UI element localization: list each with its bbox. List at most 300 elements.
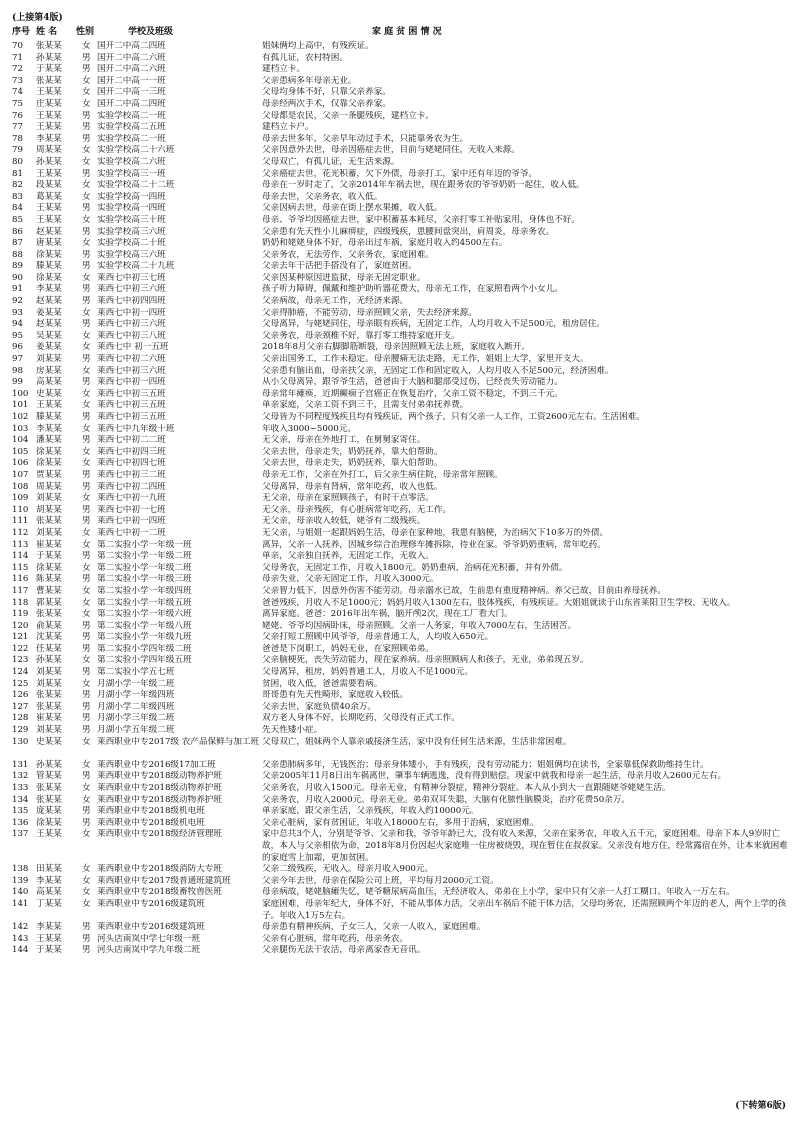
student-gender: 男 [82,261,91,272]
student-name: 李某某 [36,922,62,933]
student-list [10,41,790,957]
student-name: 刘某某 [36,493,62,504]
row-number: 114 [12,551,29,562]
student-gender: 男 [82,168,91,179]
student-gender: 男 [82,203,91,214]
student-gender: 男 [82,481,91,492]
family-situation: 父亲出国务工，工作未稳定。母亲腰痛无法走路，无工作，姐姐上大学，家里开支大。 [262,354,589,365]
row-number: 80 [12,156,23,167]
table-row [10,760,790,772]
row-number: 119 [12,609,29,620]
family-situation: 父亲因意外去世，母亲因癌症去世，目前与姥姥同住，无收入来源。 [262,145,520,156]
school-class: 莱西七中初四七班 [97,458,166,469]
table-row [10,934,790,946]
family-situation: 有孤儿证，农村特困。 [262,52,348,63]
student-name: 沈某某 [36,632,62,643]
family-situation: 父亲去年干活把手搭没有了，家庭贫困。 [262,261,417,272]
school-class: 第二实验小学一年级二班 [97,551,192,562]
student-name: 赵某某 [36,296,62,307]
row-number: 124 [12,667,29,678]
student-name: 李某某 [36,875,62,886]
family-situation: 单亲家庭，父亲工资不到三千，且需支付弟弟抚养费。 [262,400,469,411]
school-class: 莱西七中初三五班 [97,412,166,422]
student-name: 王某某 [36,122,62,133]
row-number: 88 [12,249,23,260]
school-class: 莱西七中初一四班 [97,307,166,318]
row-number: 87 [12,238,23,249]
family-situation: 父亲心脏病，家有贫困证，年收入18000左右，多用于治病，家庭困难。 [262,817,539,828]
family-situation: 无父亲，母亲在外地打工，在舅舅家寄住。 [262,435,426,446]
row-number: 130 [12,736,29,747]
row-number: 94 [12,319,23,330]
school-class: 莱西七中初四三班 [97,446,166,457]
school-class: 月湖小学二年级四班 [97,701,175,712]
student-gender: 女 [82,98,91,109]
family-situation: 父母离异，与姥姥同住，母亲眼有疾病，无固定工作，人均月收入不足500元，租房居住。 [262,319,605,330]
table-row [10,458,790,470]
row-number: 107 [12,469,29,480]
row-number: 93 [12,307,23,318]
student-name: 徐某某 [36,249,62,260]
table-row [10,192,790,204]
table-row [10,331,790,343]
table-row [10,505,790,517]
student-gender: 女 [82,307,91,318]
student-gender: 男 [82,504,91,515]
row-number: 122 [12,643,29,654]
student-name: 孙某某 [36,52,62,63]
table-row [10,111,790,123]
school-class: 第二实验小学一年级四班 [97,585,192,596]
student-gender: 女 [82,609,91,620]
family-situation: 先天性矮小症。 [262,725,323,736]
student-name: 孙某某 [36,655,62,666]
student-name: 崔某某 [36,539,62,550]
school-class: 实验学校高二五班 [97,122,166,133]
family-situation: 爸爸是下岗职工，妈妈无业，在家照顾弟弟。 [262,643,434,654]
family-situation: 母亲常年瘫痪，近期癫痫子宫癌正在恢复治疗，父亲工资不稳定，不到三千元。 [262,388,563,399]
student-gender: 女 [82,214,91,225]
student-gender: 男 [82,516,91,527]
table-row [10,598,790,610]
table-row [10,655,790,667]
school-class: 实验学校高二十班 [97,238,166,249]
row-number: 137 [12,829,29,840]
school-class: 实验学校高二一班 [97,110,166,121]
student-name: 管某某 [36,771,62,782]
row-number: 120 [12,620,29,631]
student-name: 徐某某 [36,458,62,469]
table-row [10,667,790,679]
table-row [10,690,790,702]
school-class: 第二实验小学一年级六班 [97,609,192,620]
family-situation: 父亲患病多年母亲无业。 [262,75,357,86]
row-number: 102 [12,412,29,422]
school-class: 实验学校高一四班 [97,203,166,214]
family-situation: 单亲，父亲独自抚养，无固定工作，无收入。 [262,551,434,562]
student-gender: 男 [82,806,91,817]
family-situation: 母亲去世多年，父亲早年动过手术，只能靠务农为生。 [262,133,469,144]
school-class: 莱西七中 初一五班 [97,342,169,353]
table-row [10,829,790,864]
student-name: 任某某 [36,643,62,654]
student-gender: 男 [82,354,91,365]
student-name: 房某某 [36,365,62,376]
header-situation: 家 庭 贫 困 情 况 [372,27,442,37]
row-number: 126 [12,690,29,701]
student-name: 刘某某 [36,354,62,365]
student-gender: 男 [82,643,91,654]
row-number: 128 [12,713,29,724]
student-name: 徐某某 [36,817,62,828]
table-row [10,319,790,331]
student-name: 张某某 [36,609,62,620]
school-class: 莱西七中初三六班 [97,319,166,330]
student-gender: 女 [82,829,91,840]
school-class: 国开二中高二六班 [97,52,166,63]
row-number: 105 [12,446,29,457]
family-situation: 2018年8月父亲右脚脚筋断裂，母亲因照顾无法上班，家庭收入断开。 [262,342,530,353]
student-gender: 男 [82,690,91,701]
school-class: 莱西七中初三六班 [97,284,166,295]
school-class: 月湖小学一年级四班 [97,690,175,701]
row-number: 77 [12,122,23,133]
table-row [10,76,790,88]
student-name: 姜某某 [36,307,62,318]
family-situation: 父母双亡，有孤儿证，无生活来源。 [262,156,400,167]
student-name: 高某某 [36,377,62,388]
row-number: 91 [12,284,23,295]
row-number: 101 [12,400,29,411]
school-class: 实验学校高二十九班 [97,261,175,272]
student-name: 史某某 [36,388,62,399]
table-row [10,238,790,250]
table-row [10,157,790,169]
school-class: 莱西职业中专2018级机电班 [97,817,205,828]
student-name: 孙某某 [36,156,62,167]
family-situation: 年收入3000~5000元。 [262,423,356,434]
table-row [10,644,790,656]
student-name: 刘某某 [36,678,62,689]
school-class: 月湖小学三年级二班 [97,713,175,724]
student-gender: 男 [82,551,91,562]
row-number: 70 [12,41,23,51]
school-class: 莱西职业中专2016级17加工班 [97,759,216,770]
row-number: 118 [12,597,29,608]
row-number: 82 [12,180,23,191]
table-row [10,447,790,459]
table-row [10,377,790,389]
row-number: 106 [12,458,29,469]
row-number: 131 [12,759,29,770]
row-number: 115 [12,562,29,573]
school-class: 河头店南岚中学九年级二班 [97,945,201,956]
family-situation: 母亲患有精神疾病，子女三人，父亲一人收入，家庭困难。 [262,922,486,933]
family-situation: 父亲务农，月收入1500元。母亲无业，有精神分裂症，精神分裂症。本人从小到大一直跟随姥爷姥姥生活。 [262,783,671,793]
row-number: 134 [12,794,29,805]
row-number: 95 [12,330,23,341]
school-class: 河头店南岚中学七年级一班 [97,933,201,944]
table-row [10,470,790,482]
school-class: 实验学校高三六班 [97,226,166,237]
row-number: 75 [12,98,23,109]
student-gender: 女 [82,898,91,909]
family-situation: 单亲家庭，跟父亲生活，父亲残疾，年收入约10000元。 [262,806,479,817]
family-situation: 无父亲，与姐姐一起跟妈妈生活，母亲在家种地，我患有脑梗，为治病欠下10多万的外债。 [262,527,609,538]
table-row [10,203,790,215]
student-gender: 男 [82,110,91,121]
table-row [10,261,790,273]
table-row [10,273,790,285]
student-name: 王某某 [36,933,62,944]
family-situation: 父亲有心脏病，常年吃药，母亲务农。 [262,933,409,944]
student-gender: 女 [82,597,91,608]
student-name: 吴某某 [36,330,62,341]
row-number: 121 [12,632,29,643]
row-number: 109 [12,493,29,504]
student-name: 徐某某 [36,272,62,283]
school-class: 莱西七中九年级十班 [97,423,175,434]
school-class: 莱西七中初一四班 [97,377,166,388]
row-number: 135 [12,806,29,817]
school-class: 实验学校高二十二班 [97,180,175,191]
student-gender: 女 [82,272,91,283]
table-row [10,342,790,354]
school-class: 莱西七中初三五班 [97,388,166,399]
row-number: 89 [12,261,23,272]
family-situation: 父亲患肺病多年，无钱医治；母亲身体矮小，手有残疾，没有劳动能力；姐姐俩均在读书，全家靠低保救助维持生计。 [262,759,709,770]
table-row [10,586,790,598]
row-number: 90 [12,272,23,283]
table-row [10,574,790,586]
student-gender: 女 [82,87,91,98]
family-situation: 建档立卡。 [262,64,305,75]
student-gender: 男 [82,620,91,631]
family-situation: 建档立卡户。 [262,122,314,133]
student-gender: 男 [82,713,91,724]
row-number: 133 [12,783,29,793]
student-name: 史某某 [36,736,62,747]
row-number: 84 [12,203,23,214]
table-row [10,609,790,621]
family-situation: 从小父母离异，跟爷爷生活，爸爸由于大脑和腿部受过伤，已经丧失劳动能力。 [262,377,563,388]
table-row [10,284,790,296]
continued-from-label: (上接第4版) [12,13,63,23]
family-situation: 无父亲，母亲收入较低，姥爷有二级残疾。 [262,516,426,527]
school-class: 莱西七中初一七班 [97,504,166,515]
row-number: 143 [12,933,29,944]
school-class: 莱西职业中专2018级畜牧兽医班 [97,887,222,898]
school-class: 莱西七中初三六班 [97,365,166,376]
family-situation: 父亲今年去世，母亲在保险公司上班，平均每月2000元工资。 [262,875,499,886]
student-gender: 男 [82,319,91,330]
table-row [10,134,790,146]
student-name: 刘某某 [36,725,62,736]
student-gender: 女 [82,191,91,202]
student-name: 俞某某 [36,620,62,631]
student-gender: 女 [82,794,91,805]
family-situation: 母亲去世，父亲务农，收入低。 [262,191,383,202]
family-situation: 母亲无工作，父亲在外打工，后父亲生病住院，母亲常年照顾。 [262,469,503,480]
family-situation: 父亲务农，无法劳作，父亲务农，家庭困难。 [262,249,434,260]
row-number: 129 [12,725,29,736]
family-situation: 父亲二级残疾，无收入。母亲月收入900元。 [262,864,434,875]
student-name: 唐某某 [36,238,62,249]
student-gender: 女 [82,759,91,770]
table-row [10,737,790,760]
family-situation: 父亲去世，家庭负债40余万。 [262,701,377,712]
table-row [10,122,790,134]
student-name: 高某某 [36,887,62,898]
family-situation: 母亲经两次手术，仅靠父亲养家。 [262,98,391,109]
student-name: 于某某 [36,64,62,75]
school-class: 国开二中高二六班 [97,64,166,75]
family-situation: 父亲务农，月收入2000元。母亲无业。弟弟双耳失聪，大脑有化脓性脑膜炎，治疗花费50余万。 [262,794,630,805]
table-row [10,308,790,320]
student-name: 张某某 [36,75,62,86]
row-number: 78 [12,133,23,144]
table-row [10,551,790,563]
table-row [10,169,790,181]
school-class: 莱西七中初四四班 [97,296,166,307]
student-name: 李某某 [36,133,62,144]
row-number: 125 [12,678,29,689]
table-row [10,215,790,227]
student-name: 张某某 [36,783,62,793]
student-name: 丁某某 [36,898,62,909]
table-row [10,516,790,528]
row-number: 136 [12,817,29,828]
header-no: 序号 [12,27,31,37]
row-number: 96 [12,342,23,353]
student-name: 张某某 [36,701,62,712]
header-name: 姓 名 [36,27,58,37]
row-number: 127 [12,701,29,712]
student-gender: 男 [82,667,91,678]
table-row [10,945,790,957]
student-gender: 女 [82,736,91,747]
student-name: 段某某 [36,180,62,191]
school-class: 莱西职业中专2018级经济管理班 [97,829,222,840]
student-gender: 女 [82,887,91,898]
student-name: 田某某 [36,864,62,875]
student-name: 王某某 [36,400,62,411]
school-class: 第二实验小学一年级九班 [97,632,192,643]
student-name: 王某某 [36,110,62,121]
student-name: 周某某 [36,481,62,492]
student-gender: 男 [82,122,91,133]
row-number: 76 [12,110,23,121]
family-situation: 父亲因病去世，母亲在街上摆水果摊，收入低。 [262,203,443,214]
student-gender: 女 [82,180,91,191]
table-row [10,922,790,934]
table-row [10,563,790,575]
school-class: 莱西七中初三八班 [97,330,166,341]
student-name: 崔某某 [36,713,62,724]
student-name: 王某某 [36,214,62,225]
row-number: 85 [12,214,23,225]
family-situation: 母亲、爷爷均因癌症去世，家中积蓄基本耗尽，父亲打零工补贴家用，身体也不好。 [262,214,580,225]
student-name: 张某某 [36,516,62,527]
school-class: 莱西职业中专2018级机电班 [97,806,205,817]
student-gender: 女 [82,446,91,457]
student-name: 张某某 [36,41,62,51]
student-gender: 男 [82,922,91,933]
student-name: 潘某某 [36,435,62,446]
row-number: 117 [12,585,29,596]
student-gender: 女 [82,562,91,573]
row-number: 140 [12,887,29,898]
school-class: 实验学校高二六班 [97,156,166,167]
student-name: 赵某某 [36,319,62,330]
family-situation: 无父亲，母亲残疾，有心脏病常年吃药，无工作。 [262,504,452,515]
table-row [10,400,790,412]
table-row [10,528,790,540]
table-row [10,412,790,424]
family-situation: 父母离异，母亲有肾病，常年吃药，收入也低。 [262,481,443,492]
table-row [10,366,790,378]
table-row [10,53,790,65]
student-gender: 男 [82,377,91,388]
table-row [10,887,790,899]
table-header [10,26,790,39]
row-number: 144 [12,945,29,956]
student-gender: 女 [82,156,91,167]
school-class: 实验学校高二一班 [97,133,166,144]
student-gender: 女 [82,423,91,434]
row-number: 138 [12,864,29,875]
student-name: 郭某某 [36,597,62,608]
row-number: 141 [12,898,29,909]
family-situation: 双方老人身体不好，长期吃药，父母没有正式工作。 [262,713,460,724]
student-gender: 女 [82,330,91,341]
table-row [10,389,790,401]
school-class: 莱西职业中专2018级动物养护班 [97,794,222,805]
school-class: 莱西七中初二四班 [97,481,166,492]
family-situation: 姥姥、爷爷均因病卧床，母亲照顾。父亲一人务家，年收入7000左右，生活困苦。 [262,620,577,631]
table-row [10,876,790,888]
row-number: 97 [12,354,23,365]
row-number: 116 [12,574,29,585]
family-situation: 父亲癌症去世，花光积蓄，欠下外债，母亲打工，家中还有年迈的爷爷。 [262,168,538,179]
student-name: 王某某 [36,829,62,840]
family-situation: 母亲失业，父亲无固定工作，月收入3000元。 [262,574,439,585]
school-class: 莱西七中初二六班 [97,354,166,365]
family-situation: 父母都是农民，父亲一条腿残疾，建档立卡。 [262,110,434,121]
table-row [10,702,790,714]
row-number: 73 [12,75,23,86]
table-row [10,713,790,725]
table-row [10,87,790,99]
table-row [10,435,790,447]
family-situation: 父亲患有先天性小儿麻痹症，四级残疾，患腰间盘突出，肩周炎，母亲务农。 [262,226,555,237]
student-gender: 女 [82,342,91,353]
student-gender: 女 [82,585,91,596]
student-gender: 女 [82,388,91,399]
student-gender: 男 [82,296,91,307]
school-class: 国开二中高二四班 [97,41,166,51]
student-gender: 男 [82,133,91,144]
student-gender: 男 [82,701,91,712]
table-row [10,424,790,436]
row-number: 103 [12,423,29,434]
student-name: 王某某 [36,203,62,214]
table-row [10,771,790,783]
family-situation: 父亲去世，母亲走失，奶奶抚养，靠大伯帮助。 [262,458,443,469]
student-gender: 男 [82,725,91,736]
table-row [10,250,790,262]
table-row [10,679,790,691]
